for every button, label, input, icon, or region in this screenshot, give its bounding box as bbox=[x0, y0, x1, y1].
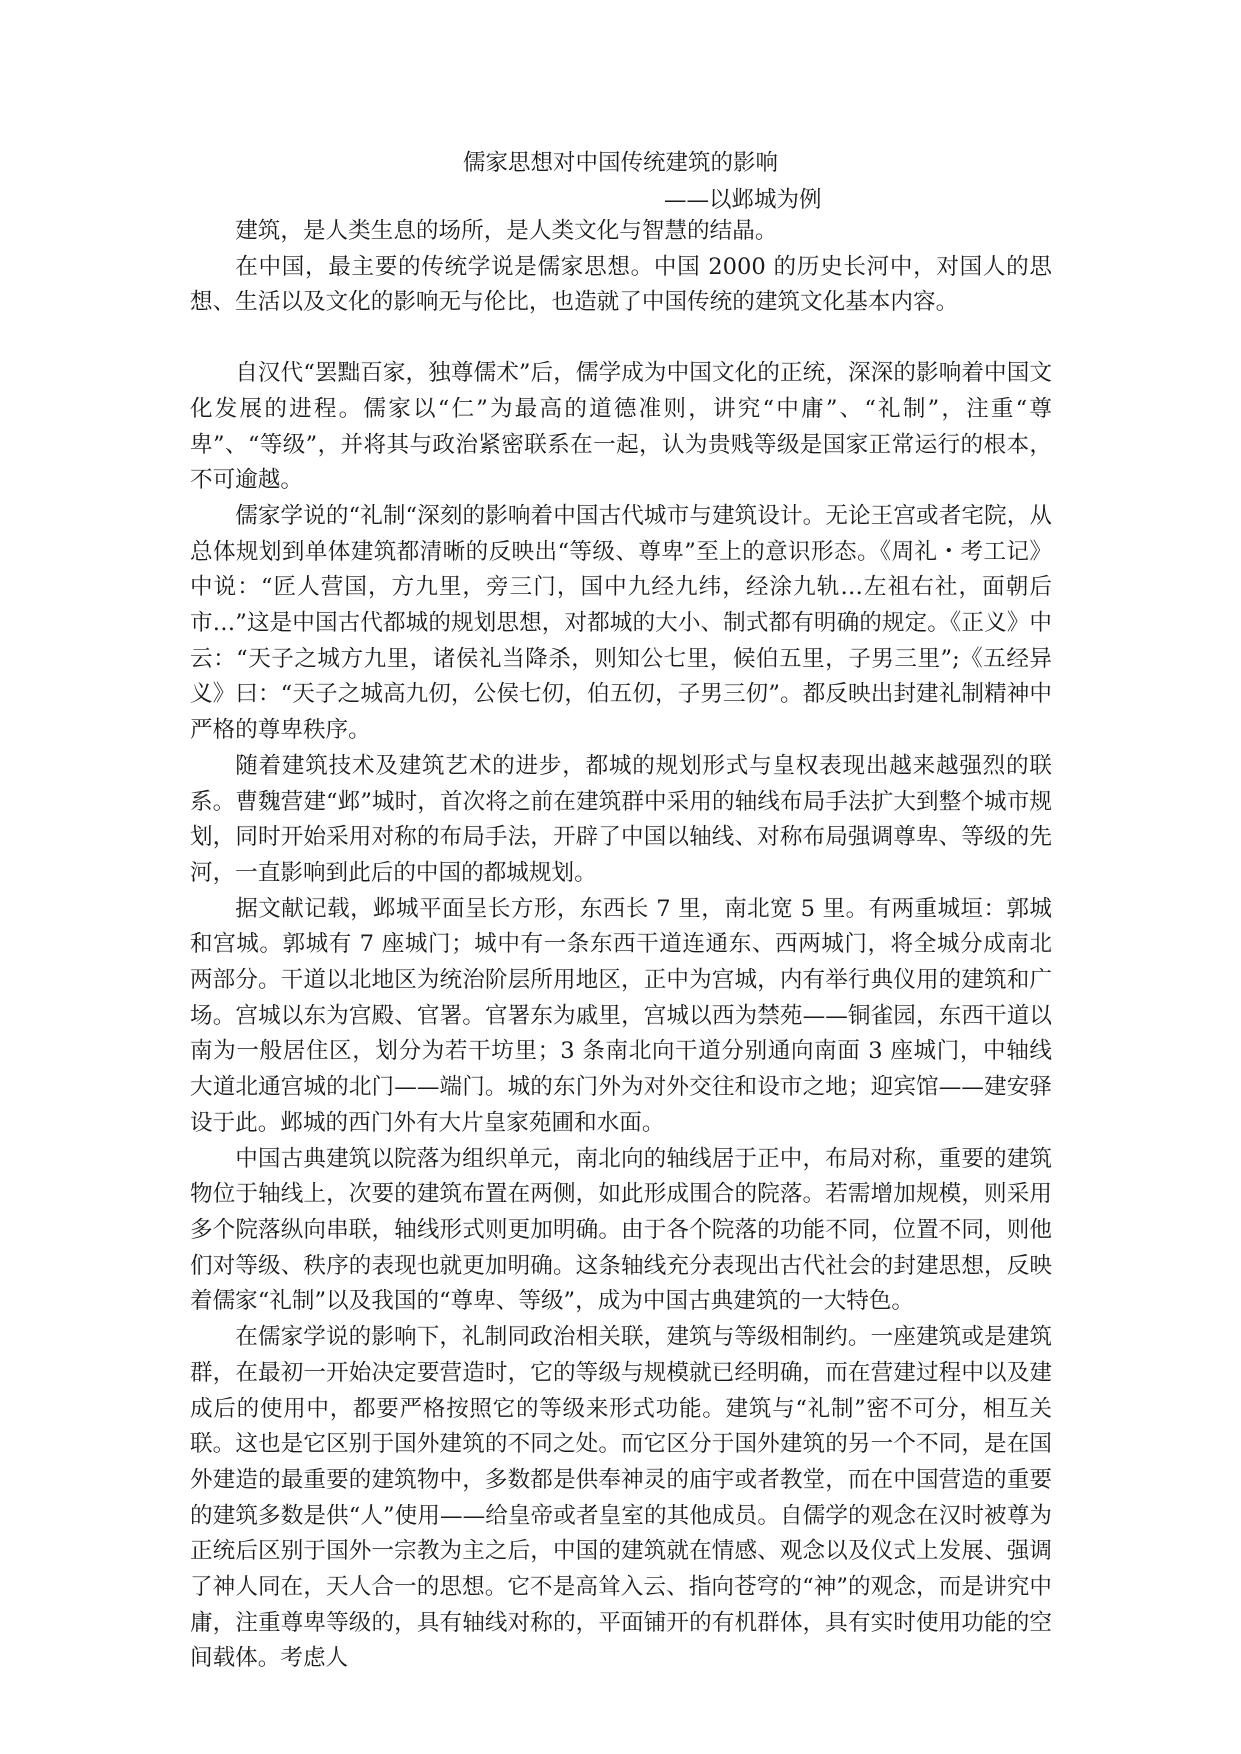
document-body bbox=[190, 214, 1052, 1677]
paragraph: 建筑，是人类生息的场所，是人类文化与智慧的结晶。 bbox=[235, 218, 778, 244]
document-subtitle: ——以邺城为例 bbox=[664, 187, 822, 213]
paragraph: 中国古典建筑以院落为组织单元，南北向的轴线居于正中，布局对称，重要的建筑物位于轴线上，次要的建筑布置在两侧，如此形成围合的院落。若需增加规模，则采用多个院落纵向串联，轴线形式则更加明确。由于各个院落的功能不同，位置不同，则他们对等级、秩序的表现也就更加明确。这条轴线充分表现出古代社会的封建思想，反映着儒家“礼制”以及我国的“尊卑、等级”，成为中国古典建筑的一大特色。 bbox=[190, 1145, 1052, 1315]
paragraph: 儒家学说的“礼制“深刻的影响着中国古代城市与建筑设计。无论王宫或者宅院，从总体规划到单体建筑都清晰的反映出“等级、尊卑”至上的意识形态。《周礼・考工记》中说：“匠人营国，方九里，旁三门，国中九经九纬，经涂九轨…左祖右社，面朝后市…”这是中国古代都城的规划思想，对都城的大小、制式都有明确的规定。《正义》中云：“天子之城方九里，诸侯礼当降杀，则知公七里，候伯五里，子男三里”;《五经异义》曰：“天子之城高九仞，公侯七仞，伯五仞，子男三仞”。都反映出封建礼制精神中严格的尊卑秩序。 bbox=[190, 502, 1052, 744]
document-title: 儒家思想对中国传统建筑的影响 bbox=[462, 150, 778, 176]
paragraph: 在儒家学说的影响下，礼制同政治相关联，建筑与等级相制约。一座建筑或是建筑群，在最初一开始决定要营造时，它的等级与规模就已经明确，而在营建过程中以及建成后的使用中，都要严格按照它的等级来形式功能。建筑与“礼制”密不可分，相互关联。这也是它区别于国外建筑的不同之处。而它区分于国外建筑的另一个不同，是在国外建造的最重要的建筑物中，多数都是供奉神灵的庙宇或者教堂，而在中国营造的重要的建筑多数是供“人”使用——给皇帝或者皇室的其他成员。自儒学的观念在汉时被尊为正统后区别于国外一宗教为主之后，中国的建筑就在情感、观念以及仪式上发展、强调了神人同在，天人合一的思想。它不是高耸入云、指向苍穹的“神”的观念，而是讲究中庸，注重尊卑等级的，具有轴线对称的，平面铺开的有机群体，具有实时使用功能的空间载体。考虑人 bbox=[190, 1324, 1052, 1672]
paragraph: 自汉代“罢黜百家，独尊儒术”后，儒学成为中国文化的正统，深深的影响着中国文化发展的进程。儒家以“仁”为最高的道德准则，讲究“中庸”、“礼制”，注重“尊卑”、“等级”，并将其与政治紧密联系在一起，认为贵贱等级是国家正常运行的根本，不可逾越。 bbox=[190, 360, 1052, 494]
paragraph: 随着建筑技术及建筑艺术的进步，都城的规划形式与皇权表现出越来越强烈的联系。曹魏营建“邺”城时，首次将之前在建筑群中采用的轴线布局手法扩大到整个城市规划，同时开始采用对称的布局手法，开辟了中国以轴线、对称布局强调尊卑、等级的先河，一直影响到此后的中国的都城规划。 bbox=[190, 752, 1052, 886]
paragraph: 据文献记载，邺城平面呈长方形，东西长 7 里，南北宽 5 里。有两重城垣：郭城和宫城。郭城有 7 座城门；城中有一条东西干道连通东、西两城门，将全城分成南北两部分。干道以北地区为统治阶层所用地区，正中为宫城，内有举行典仪用的建筑和广场。宫城以东为宫殿、官署。官署东为戚里，宫城以西为禁苑——铜雀园，东西干道以南为一般居住区，划分为若干坊里；3 条南北向干道分别通向南面 3 座城门，中轴线大道北通宫城的北门——端门。城的东门外为对外交往和设市之地；迎宾馆——建安驿设于此。邺城的西门外有大片皇家苑圃和水面。 bbox=[190, 895, 1052, 1136]
paragraph: 在中国，最主要的传统学说是儒家思想。中国 2000 的历史长河中，对国人的思想、生活以及文化的影响无与伦比，也造就了中国传统的建筑文化基本内容。 bbox=[190, 253, 1052, 316]
